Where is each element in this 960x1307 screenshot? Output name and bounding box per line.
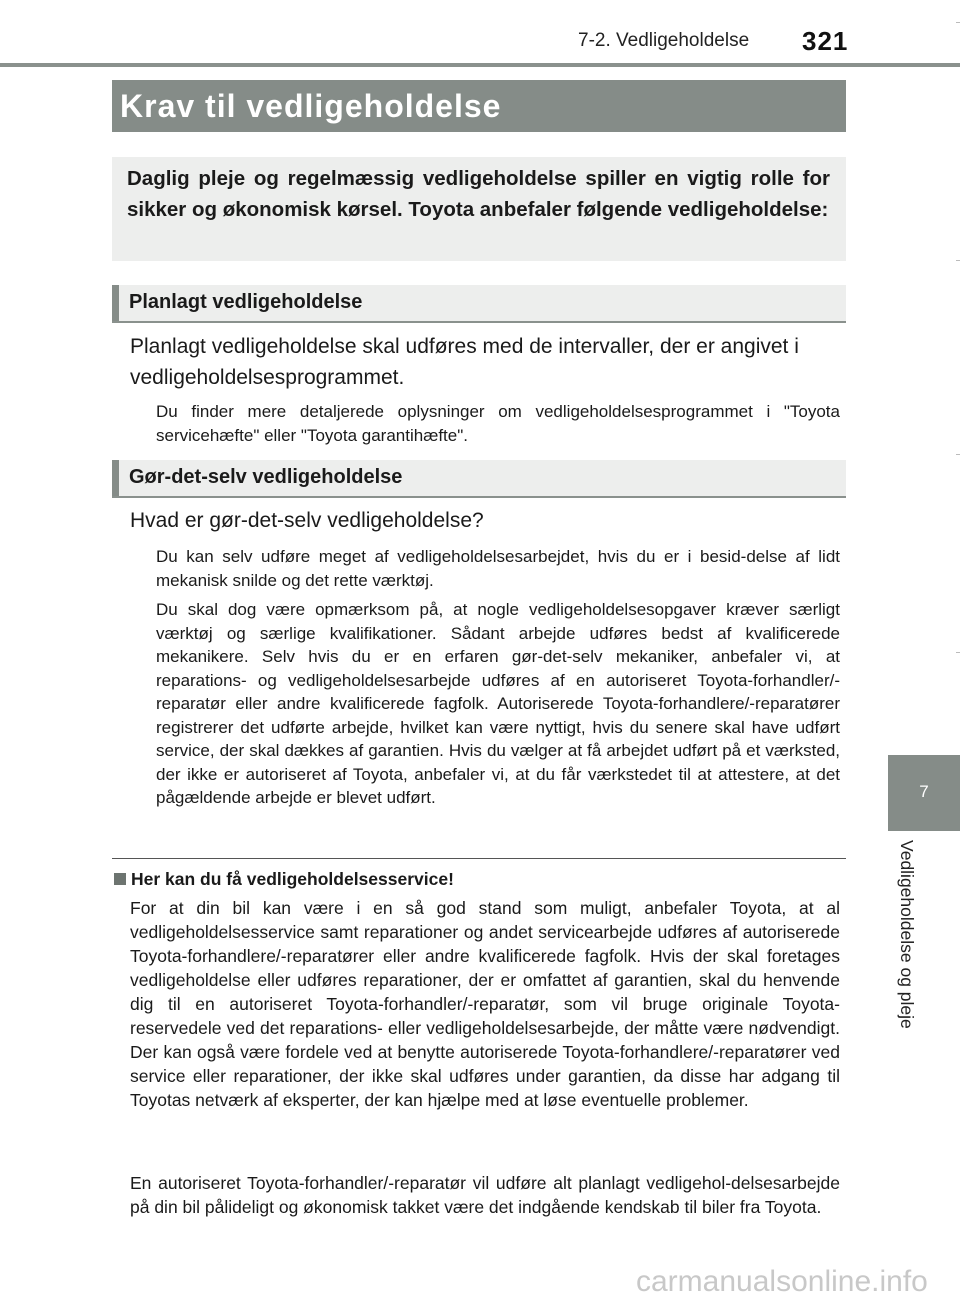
diy-paragraph-1: Du kan selv udføre meget af vedligeholdelsesarbejdet, hvis du er i besid-delse af lidt mekanisk snilde og det rette værktøj. — [156, 547, 840, 590]
diy-paragraph-2: Du skal dog være opmærksom på, at nogle vedligeholdelsesopgaver kræver særligt værktøj og særlige kvalifikationer. Sådant arbejde udføres bedst af kvalificerede mekanikere. Selv hvis du er en erfaren gør-det-selv mekaniker, anbefaler vi, at reparations- og vedligeholdelsesarbejde udføres af en autoriseret Toyota-forhandler/-reparatør eller andre kvalificerede fagfolk. Autoriserede Toyota-forhandlere/-reparatører registrerer det udførte arbejde, hvilket kan være nyttigt, hvis du senere skal have udført service, der skal dækkes af garantien. Hvis du vælger at få arbejdet udført på et værksted, der ikke er autoriseret af Toyota, anbefaler vi, at du får værkstedet til at attestere, at det pågældende arbejde er blevet udført. — [156, 600, 840, 807]
diy-heading: Gør-det-selv vedligeholdelse — [129, 466, 403, 488]
page-header — [0, 0, 960, 68]
edge-mark — [956, 22, 960, 23]
header-rule — [0, 63, 960, 67]
scheduled-lead: Planlagt vedligeholdelse skal udføres med de intervaller, der er angivet i vedligeholdelsesprogrammet. — [130, 335, 799, 389]
service-paragraph-2: En autoriseret Toyota-forhandler/-reparatør vil udføre alt planlagt vedligehol-delsesarbejde på din bil pålideligt og økonomisk takket være det indgående kendskab til biler fra Toyota. — [130, 1173, 840, 1217]
section-title: 7-2. Vedligeholdelse — [578, 30, 750, 51]
page-number: 321 — [802, 26, 849, 56]
section-divider — [112, 858, 846, 859]
scheduled-heading-bar — [112, 285, 846, 323]
scheduled-heading: Planlagt vedligeholdelse — [129, 291, 363, 313]
intro-text: Daglig pleje og regelmæssig vedligeholdelse spiller en vigtig rolle for sikker og økonomisk kørsel. Toyota anbefaler følgende vedligeholdelse: — [127, 167, 830, 221]
chapter-number: 7 — [919, 782, 929, 801]
service-paragraph-1: For at din bil kan være i en så god stand som muligt, anbefaler Toyota, at al vedligeholdelsesservice samt reparationer og andet servicearbejde udføres af autoriserede Toyota-forhandlere/-reparatører eller andre kvalificerede fagfolk. Hvis der skal foretages vedligeholdelse eller udføres reparationer, der er omfattet af garantien, skal du henvende dig til en autoriseret Toyota-forhandler/-reparatør, som vil bruge originale Toyota-reservedele ved det reparations- eller vedligeholdelsesarbejde, der måtte være nødvendigt. Der kan også være fordele ved at benytte autoriserede Toyota-forhandlere/-reparatører ved service eller reparationer, der ikke skal udføres under garantien, da disse har adgang til Toyotas netværk af eksperter, der kan hjælpe med at løse eventuelle problemer. — [130, 898, 840, 1110]
edge-mark — [956, 260, 960, 261]
intro-box — [112, 157, 846, 261]
diy-lead: Hvad er gør-det-selv vedligeholdelse? — [130, 509, 484, 532]
chapter-label-text: Vedligeholdelse og pleje — [897, 840, 917, 1029]
service-heading-text: Her kan du få vedligeholdelsesservice! — [131, 869, 454, 889]
square-bullet-icon — [114, 873, 126, 885]
chapter-tab — [888, 755, 960, 831]
heading-accent — [112, 460, 119, 496]
page-title-bar — [112, 80, 846, 132]
diy-heading-bar — [112, 460, 846, 498]
edge-mark — [956, 454, 960, 455]
page-title: Krav til vedligeholdelse — [120, 88, 502, 124]
heading-accent — [112, 285, 119, 321]
watermark: carmanualsonline.info — [636, 1265, 928, 1298]
chapter-label — [896, 840, 920, 1080]
scheduled-note: Du finder mere detaljerede oplysninger om vedligeholdelsesprogrammet i "Toyota servicehæfte" eller "Toyota garantihæfte". — [156, 402, 840, 445]
edge-mark — [956, 652, 960, 653]
service-heading — [114, 869, 454, 890]
